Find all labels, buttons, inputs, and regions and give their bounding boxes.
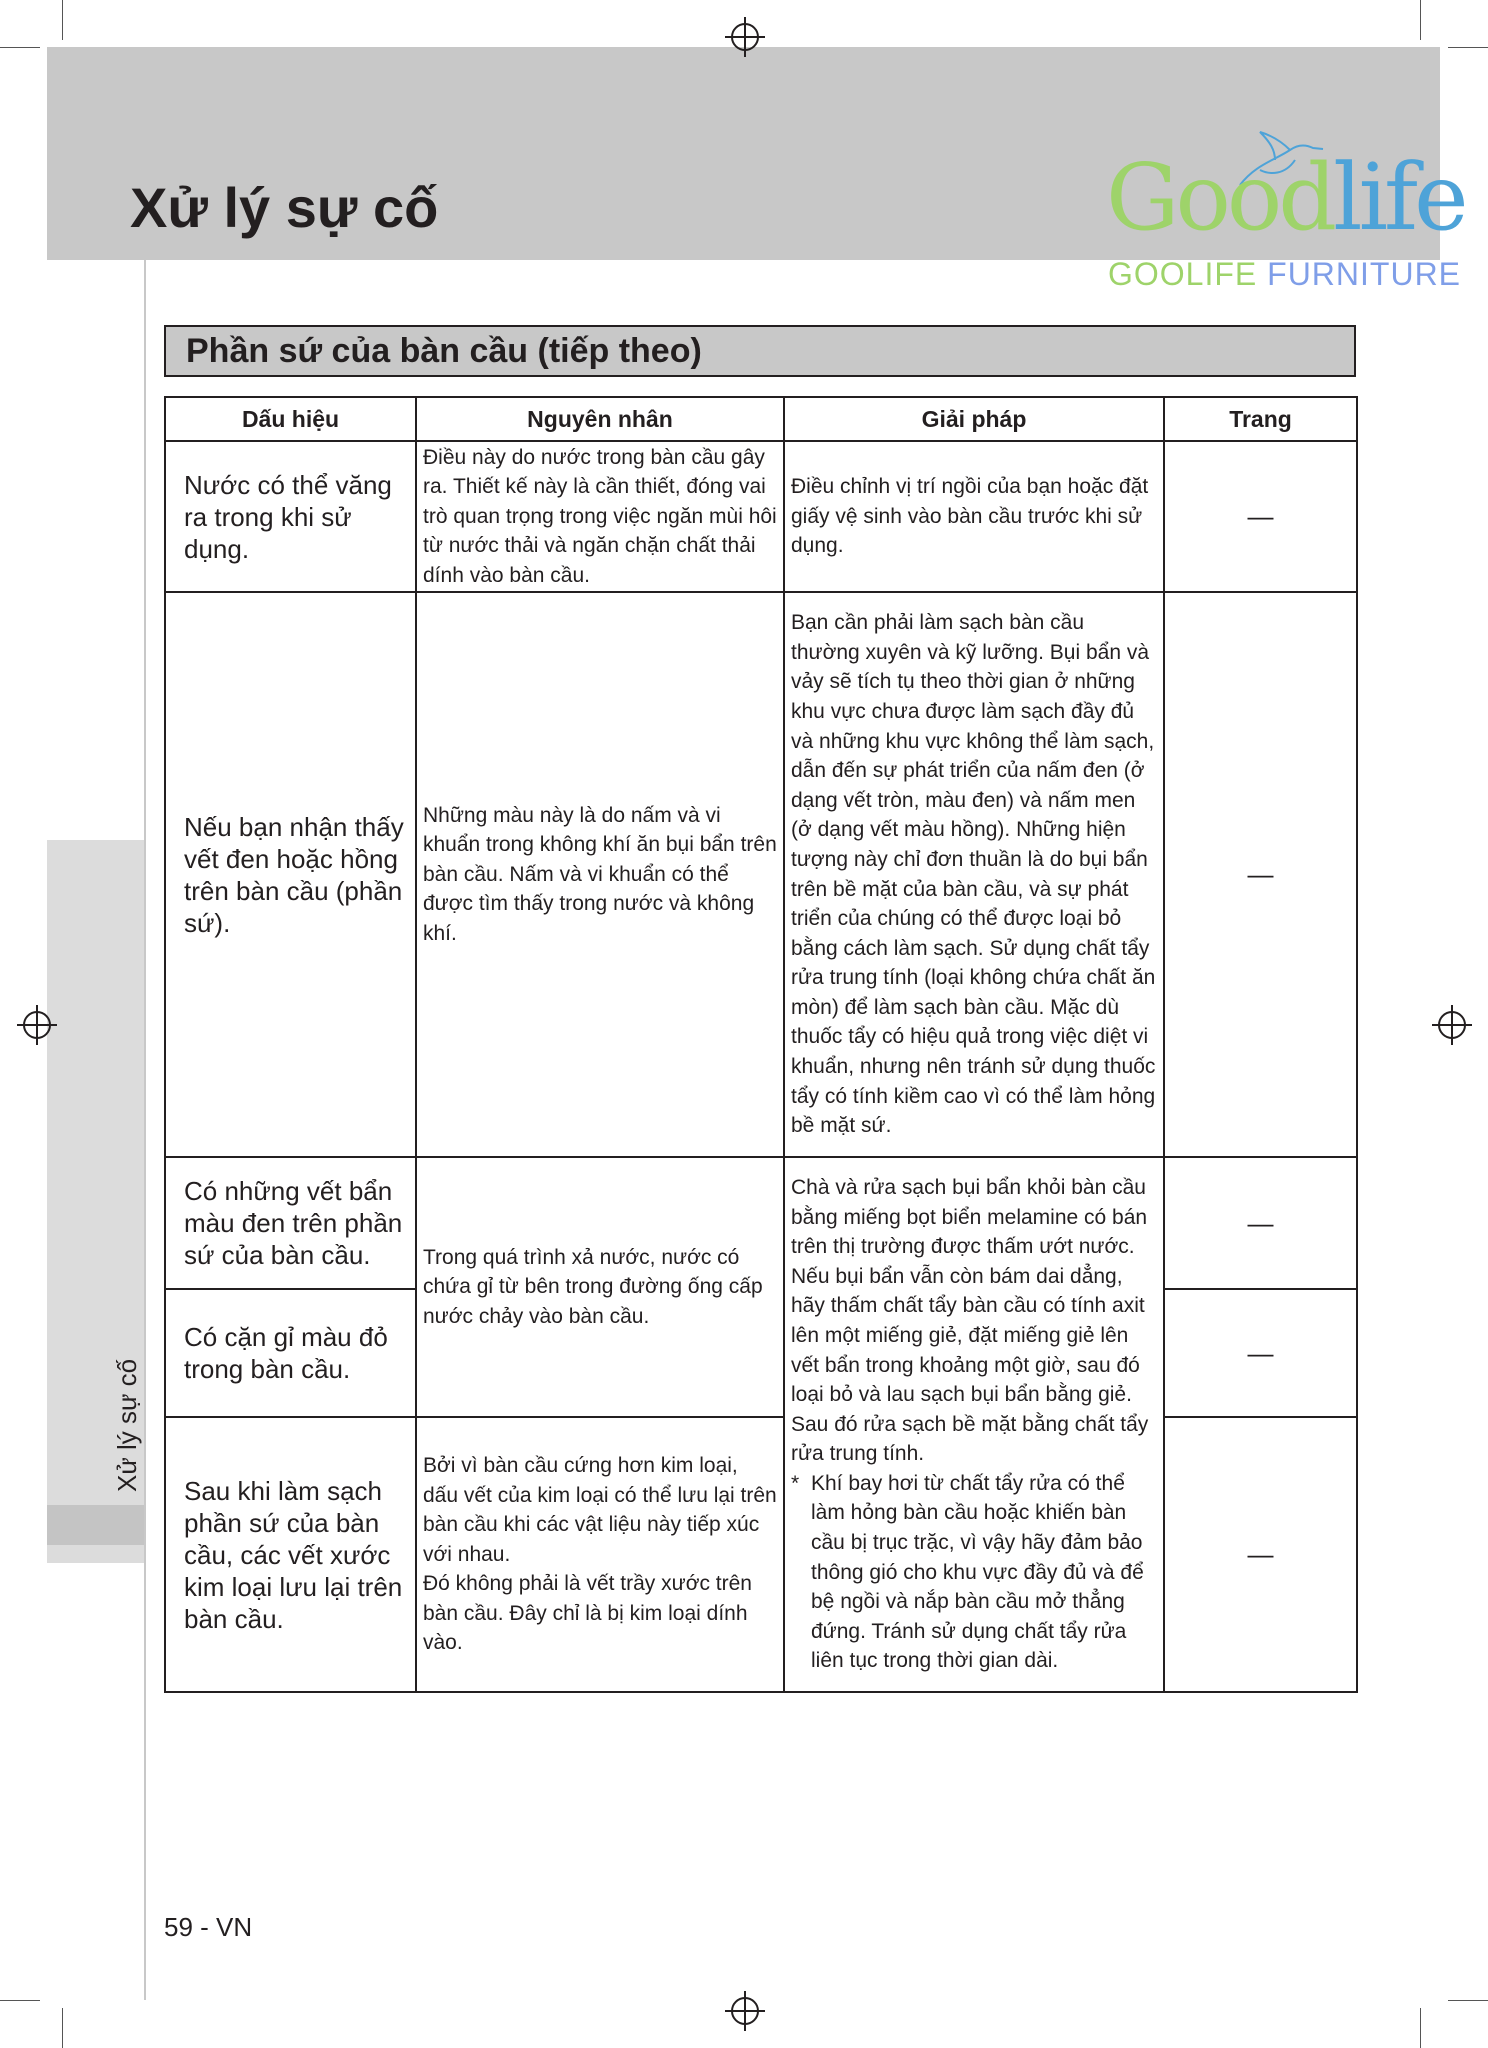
logo-subtitle-goolife: GOOLIFE	[1108, 256, 1258, 292]
cause-cell: Trong quá trình xả nước, nước có chứa gỉ từ bên trong đường ống cấp nước chảy vào bàn cầu.	[416, 1157, 784, 1417]
section-title: Phần sứ của bàn cầu (tiếp theo)	[186, 332, 702, 370]
page-cell: —	[1164, 592, 1357, 1157]
goodlife-logo	[1100, 130, 1465, 292]
table-header-row	[165, 397, 1357, 441]
header-page: Trang	[1164, 397, 1357, 441]
symptom-cell: Nước có thể văng ra trong khi sử dụng.	[165, 441, 416, 592]
logo-subtitle-furniture: FURNITURE	[1267, 256, 1462, 292]
solution-cell: Điều chỉnh vị trí ngồi của bạn hoặc đặt giấy vệ sinh vào bàn cầu trước khi sử dụng.	[784, 441, 1164, 592]
side-tab-marker	[47, 1505, 144, 1545]
registration-mark-icon	[23, 1011, 51, 1039]
registration-mark-icon	[1438, 1011, 1466, 1039]
troubleshooting-table	[164, 396, 1358, 1693]
crop-mark	[1420, 2008, 1421, 2048]
logo-word-life: life	[1333, 144, 1465, 251]
note-text: Khí bay hơi từ chất tẩy rửa có thể làm hỏng bàn cầu hoặc khiến bàn cầu bị trục trặc, vì vậy hãy đảm bảo thông gió cho khu vực đầy đủ và để bệ ngồi và nắp bàn cầu mở thẳng đứng. Tránh sử dụng chất tẩy rửa liên tục trong thời gian dài.	[811, 1471, 1144, 1673]
header-symptom: Dấu hiệu	[165, 397, 416, 441]
crop-mark	[1420, 0, 1421, 40]
margin-line	[144, 260, 146, 2000]
crop-mark	[1448, 47, 1488, 48]
page-cell: —	[1164, 1157, 1357, 1289]
cause-cell: Những màu này là do nấm và vi khuẩn trong không khí ăn bụi bẩn trên bàn cầu. Nấm và vi khuẩn có thể được tìm thấy trong nước và không khí.	[416, 592, 784, 1157]
crop-mark	[0, 2000, 40, 2001]
solution-paragraph: Chà và rửa sạch bụi bẩn khỏi bàn cầu bằng miếng bọt biển melamine có bán trên thị trường được thấm ướt nước.	[791, 1175, 1148, 1259]
symptom-cell: Có cặn gỉ màu đỏ trong bàn cầu.	[165, 1289, 416, 1417]
solution-cell: Bạn cần phải làm sạch bàn cầu thường xuyên và kỹ lưỡng. Bụi bẩn và vảy sẽ tích tụ theo thời gian ở những khu vực chưa được làm sạch đầy đủ và những khu vực không thể làm sạch, dẫn đến sự phát triển của nấm đen (ở dạng vết tròn, màu đen) và nấm men (ở dạng vết màu hồng). Những hiện tượng này chỉ đơn thuần là do bụi bẩn trên bề mặt của bàn cầu, và sự phát triển của chúng có thể được loại bỏ bằng cách làm sạch. Sử dụng chất tẩy rửa trung tính (loại không chứa chất ăn mòn) để làm sạch bàn cầu. Mặc dù thuốc tẩy có hiệu quả trong việc diệt vi khuẩn, nhưng nên tránh sử dụng thuốc tẩy có tính kiềm cao vì có thể làm hỏng bề mặt sứ.	[784, 592, 1164, 1157]
page-title: Xử lý sự cố	[130, 176, 439, 239]
cause-paragraph: Đó không phải là vết trầy xước trên bàn cầu. Đây chỉ là bị kim loại dính vào.	[423, 1572, 752, 1655]
table-row	[165, 1417, 1357, 1692]
header-cause: Nguyên nhân	[416, 397, 784, 441]
side-tab-label: Xử lý sự cố	[112, 1358, 142, 1492]
crop-mark	[62, 2008, 63, 2048]
symptom-cell: Nếu bạn nhận thấy vết đen hoặc hồng trên bàn cầu (phần sứ).	[165, 592, 416, 1157]
solution-note	[791, 1469, 1157, 1676]
page-cell: —	[1164, 1417, 1357, 1692]
symptom-cell: Có những vết bẩn màu đen trên phần sứ của bàn cầu.	[165, 1157, 416, 1289]
cause-paragraph: Bởi vì bàn cầu cứng hơn kim loại, dấu vết của kim loại có thể lưu lại trên bàn cầu khi các vật liệu này tiếp xúc với nhau.	[423, 1453, 777, 1566]
table-row	[165, 592, 1357, 1157]
solution-paragraph: Nếu bụi bẩn vẫn còn bám dai dẳng, hãy thấm chất tẩy bàn cầu có tính axit lên một miếng giẻ, đặt miếng giẻ lên vết bẩn trong khoảng một giờ, sau đó loại bỏ và lau sạch bụi bẩn bằng giẻ. Sau đó rửa sạch bề mặt bằng chất tẩy rửa trung tính.	[791, 1264, 1149, 1466]
symptom-cell: Sau khi làm sạch phần sứ của bàn cầu, các vết xước kim loại lưu lại trên bàn cầu.	[165, 1417, 416, 1692]
table-row	[165, 1157, 1357, 1289]
solution-cell	[784, 1157, 1164, 1692]
crop-mark	[1448, 2000, 1488, 2001]
cause-cell	[416, 1417, 784, 1692]
page-cell: —	[1164, 441, 1357, 592]
note-mark: *	[791, 1471, 800, 1495]
page-cell: —	[1164, 1289, 1357, 1417]
page-number: 59 - VN	[164, 1912, 253, 1942]
logo-word-good: Good	[1106, 144, 1334, 251]
crop-mark	[0, 47, 40, 48]
section-title-box	[164, 325, 1356, 377]
registration-mark-icon	[731, 1997, 759, 2025]
table-row	[165, 441, 1357, 592]
cause-cell: Điều này do nước trong bàn cầu gây ra. Thiết kế này là cần thiết, đóng vai trò quan trọng trong việc ngăn mùi hôi từ nước thải và ngăn chặn chất thải dính vào bàn cầu.	[416, 441, 784, 592]
crop-mark	[62, 0, 63, 40]
registration-mark-icon	[731, 23, 759, 51]
header-solution: Giải pháp	[784, 397, 1164, 441]
